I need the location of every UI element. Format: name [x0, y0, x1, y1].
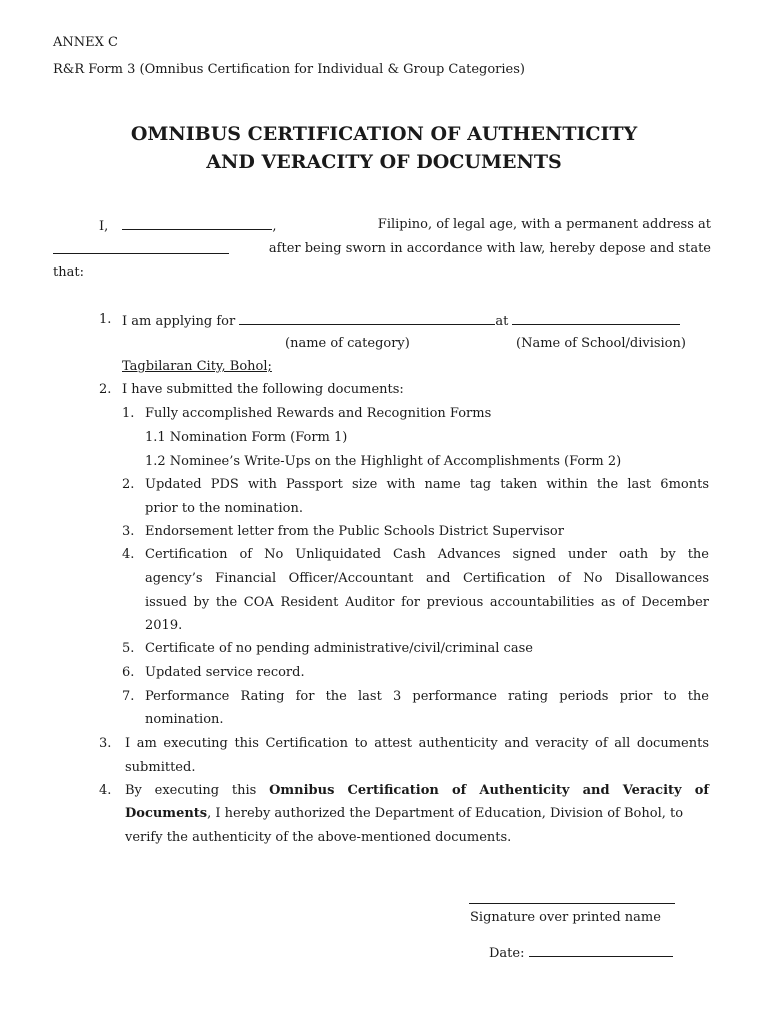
item-1-line	[122, 312, 680, 330]
sub-item-number: 6.	[122, 665, 135, 680]
item-3-number: 3.	[99, 736, 112, 751]
item-2-number: 2.	[99, 382, 112, 397]
sub-item-text: Fully accomplished Rewards and Recognition Forms	[145, 406, 492, 421]
category-blank[interactable]	[239, 312, 495, 325]
date-row	[489, 944, 673, 962]
item-4-line-2-rest: , I hereby authorized the Department of Education, Division of Bohol, to	[207, 806, 684, 821]
item-4-pre: By executing this	[125, 783, 257, 798]
annex-label: ANNEX C	[53, 35, 118, 50]
title-line-1: OMNIBUS CERTIFICATION OF AUTHENTICITY	[130, 123, 638, 145]
school-caption: (Name of School/division)	[516, 336, 686, 351]
intro-line-2	[53, 241, 711, 259]
date-label: Date:	[489, 946, 525, 961]
item-3-line-2: submitted.	[125, 760, 196, 775]
item-4-number: 4.	[99, 783, 112, 798]
sub-item-number: 5.	[122, 641, 135, 656]
form-reference: R&R Form 3 (Omnibus Certification for Individual & Group Categories)	[53, 62, 525, 77]
item-3-line-1: I am executing this Certification to attest authenticity and veracity of all documents	[125, 736, 709, 751]
intro-comma: ,	[272, 219, 277, 234]
item-4-line-3: verify the authenticity of the above-mentioned documents.	[125, 830, 512, 845]
item-2-text: I have submitted the following documents:	[122, 382, 404, 397]
intro-line-3: that:	[53, 265, 84, 280]
category-caption: (name of category)	[285, 336, 410, 351]
name-blank[interactable]	[122, 217, 272, 230]
school-blank[interactable]	[512, 312, 680, 325]
sub-item-4-line-2: agency’s Financial Officer/Accountant and Certification of No Disallowances	[145, 571, 709, 586]
item-4-line-2	[125, 806, 683, 822]
sub-item-number: 1.	[122, 406, 135, 421]
sub-item-7-line-1: Performance Rating for the last 3 performance rating periods prior to the	[145, 689, 709, 704]
date-blank[interactable]	[529, 944, 673, 957]
intro-line-2-rest: after being sworn in accordance with law, hereby depose and state	[268, 241, 711, 256]
sub-item-3-text: Endorsement letter from the Public Schools District Supervisor	[145, 524, 564, 539]
intro-line-1	[99, 217, 711, 235]
sub-item-4-line-3: issued by the COA Resident Auditor for previous accountabilities as of December	[145, 595, 709, 610]
sub-item-number: 2.	[122, 477, 135, 492]
sub-item-number: 4.	[122, 547, 135, 562]
title-line-2: AND VERACITY OF DOCUMENTS	[206, 151, 562, 173]
item-4-bold-2: Documents	[125, 806, 208, 821]
intro-i: I,	[99, 219, 109, 234]
signature-line[interactable]	[469, 903, 675, 904]
signature-label: Signature over printed name	[470, 910, 661, 925]
sub-item-5-text: Certificate of no pending administrative/civil/criminal case	[145, 641, 533, 656]
sub-item-4-line-1: Certification of No Unliquidated Cash Advances signed under oath by the	[145, 547, 709, 562]
item-1-text: I am applying for	[122, 314, 236, 329]
intro-line-1-rest: Filipino, of legal age, with a permanent address at	[377, 217, 711, 232]
sub-item-number: 7.	[122, 689, 135, 704]
item-4-line-1	[125, 783, 709, 799]
sub-item-number: 3.	[122, 524, 135, 539]
sub-item-2-line-2: prior to the nomination.	[145, 501, 303, 516]
address-blank[interactable]	[53, 241, 229, 254]
sub-item-1-1: 1.1 Nomination Form (Form 1)	[145, 430, 348, 445]
item-1-at: at	[495, 314, 509, 329]
sub-item-7-line-2: nomination.	[145, 712, 224, 727]
item-1-number: 1.	[99, 312, 112, 327]
sub-item-6-text: Updated service record.	[145, 665, 305, 680]
sub-item-2-line-1: Updated PDS with Passport size with name tag taken within the last 6monts	[145, 477, 709, 492]
sub-item-4-line-4: 2019.	[145, 618, 183, 633]
item-4-bold-1: Omnibus Certification of Authenticity and Veracity of	[269, 783, 709, 798]
sub-item-1-2: 1.2 Nominee’s Write-Ups on the Highlight of Accomplishments (Form 2)	[145, 454, 622, 469]
location-text: Tagbilaran City, Bohol;	[122, 359, 272, 374]
